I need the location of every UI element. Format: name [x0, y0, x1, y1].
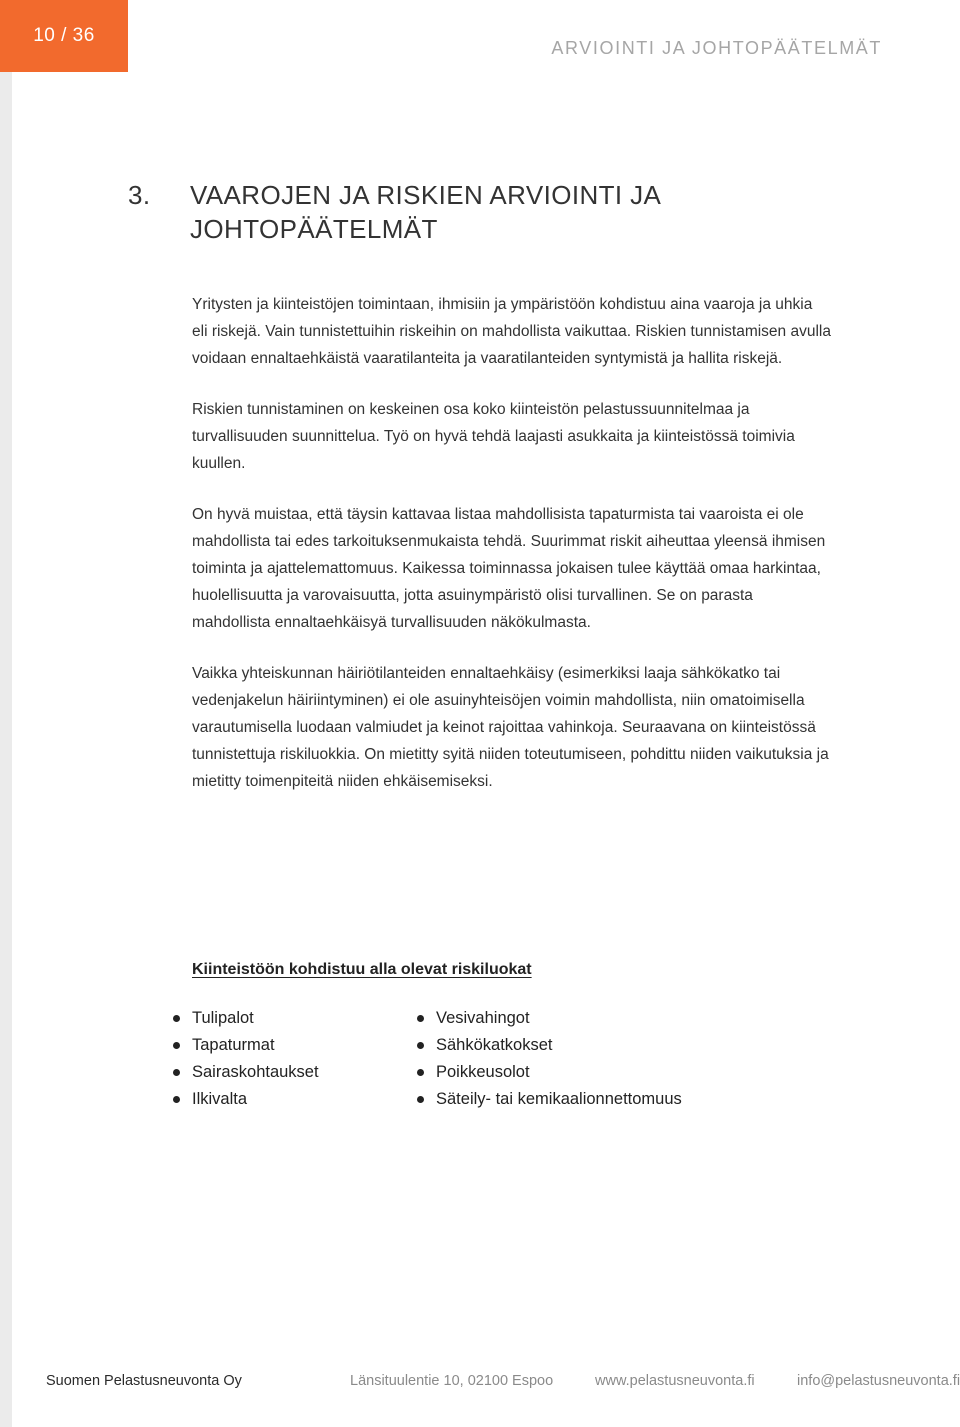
left-margin-stripe	[0, 0, 12, 1427]
chapter-title-line2: JOHTOPÄÄTELMÄT	[190, 214, 438, 244]
running-header: ARVIOINTI JA JOHTOPÄÄTELMÄT	[551, 38, 882, 58]
footer-organization: Suomen Pelastusneuvonta Oy	[46, 1373, 242, 1389]
list-item: Tulipalot	[170, 1005, 319, 1032]
paragraph-reminder: On hyvä muistaa, että täysin kattavaa listaa mahdollisista tapaturmista tai vaaroista ei ole mahdollista tai edes tarkoituksenmukaista tehdä. Suurimmat riskit aiheuttaa yleensä ihmisen toiminta ja ajattelemattomuus. Kaikessa toiminnassa jokaisen tulee käyttää omaa harkintaa, huolellisuutta ja varovaisuutta, jotta asuinympäristö olisi turvallinen. Se on parasta mahdollista ennaltaehkäisyä turvallisuuden näkökulmasta.	[192, 506, 826, 631]
list-item: Säteily- tai kemikaalionnettomuus	[414, 1086, 682, 1113]
page-footer	[0, 1373, 960, 1393]
bullet-icon	[173, 1015, 180, 1022]
footer-website-link[interactable]: www.pelastusneuvonta.fi	[595, 1373, 755, 1389]
bullet-icon	[417, 1042, 424, 1049]
chapter-number: 3.	[128, 180, 151, 210]
bullet-icon	[417, 1069, 424, 1076]
list-item: Tapaturmat	[170, 1032, 319, 1059]
risk-list-column-1	[170, 1005, 319, 1113]
list-item: Poikkeusolot	[414, 1059, 682, 1086]
bullet-icon	[417, 1096, 424, 1103]
page-indicator: 10 / 36	[33, 25, 95, 46]
bullet-icon	[173, 1096, 180, 1103]
paragraph-intro: Yritysten ja kiinteistöjen toimintaan, ihmisiin ja ympäristöön kohdistuu aina vaaroja ja uhkia eli riskejä. Vain tunnistettuihin riskeihin on mahdollista vaikuttaa. Riskien tunnistamisen avulla voidaan ennaltaehkäistä vaaratilanteita ja vaaratilanteiden syntymistä ja hallita riskejä.	[192, 296, 831, 367]
bullet-icon	[417, 1015, 424, 1022]
list-item: Ilkivalta	[170, 1086, 319, 1113]
risk-list-title: Kiinteistöön kohdistuu alla olevat riskiluokat	[192, 961, 532, 978]
paragraph-risk-identification: Riskien tunnistaminen on keskeinen osa koko kiinteistön pelastussuunnitelmaa ja turvallisuuden suunnittelua. Työ on hyvä tehdä laajasti asukkaita ja kiinteistössä toimivia kuullen.	[192, 401, 795, 472]
bullet-icon	[173, 1069, 180, 1076]
page-number-badge	[0, 0, 128, 72]
chapter-heading	[128, 178, 828, 246]
paragraph-preparedness: Vaikka yhteiskunnan häiriötilanteiden ennaltaehkäisy (esimerkiksi laaja sähkökatko tai vedenjakelun häiriintyminen) ei ole asuinyhteisöjen voimin mahdollista, niin omatoimisella varautumisella luodaan valmiudet ja keinot rajoittaa vahinkoja. Seuraavana on kiinteistössä tunnistettuja riskiluokkia. On mietitty syitä niiden toteutumiseen, pohdittu niiden vaikutuksia ja mietitty toimenpiteitä niiden ehkäisemiseksi.	[192, 665, 829, 790]
list-item: Sairaskohtaukset	[170, 1059, 319, 1086]
list-item: Vesivahingot	[414, 1005, 682, 1032]
chapter-title-line1: VAAROJEN JA RISKIEN ARVIOINTI JA	[190, 180, 662, 210]
footer-address: Länsituulentie 10, 02100 Espoo	[350, 1373, 554, 1389]
bullet-icon	[173, 1042, 180, 1049]
footer-email-link[interactable]: info@pelastusneuvonta.fi	[797, 1373, 960, 1389]
chapter-title-text	[190, 178, 661, 246]
risk-list-column-2	[414, 1005, 682, 1113]
body-text	[192, 291, 832, 819]
list-item: Sähkökatkokset	[414, 1032, 682, 1059]
